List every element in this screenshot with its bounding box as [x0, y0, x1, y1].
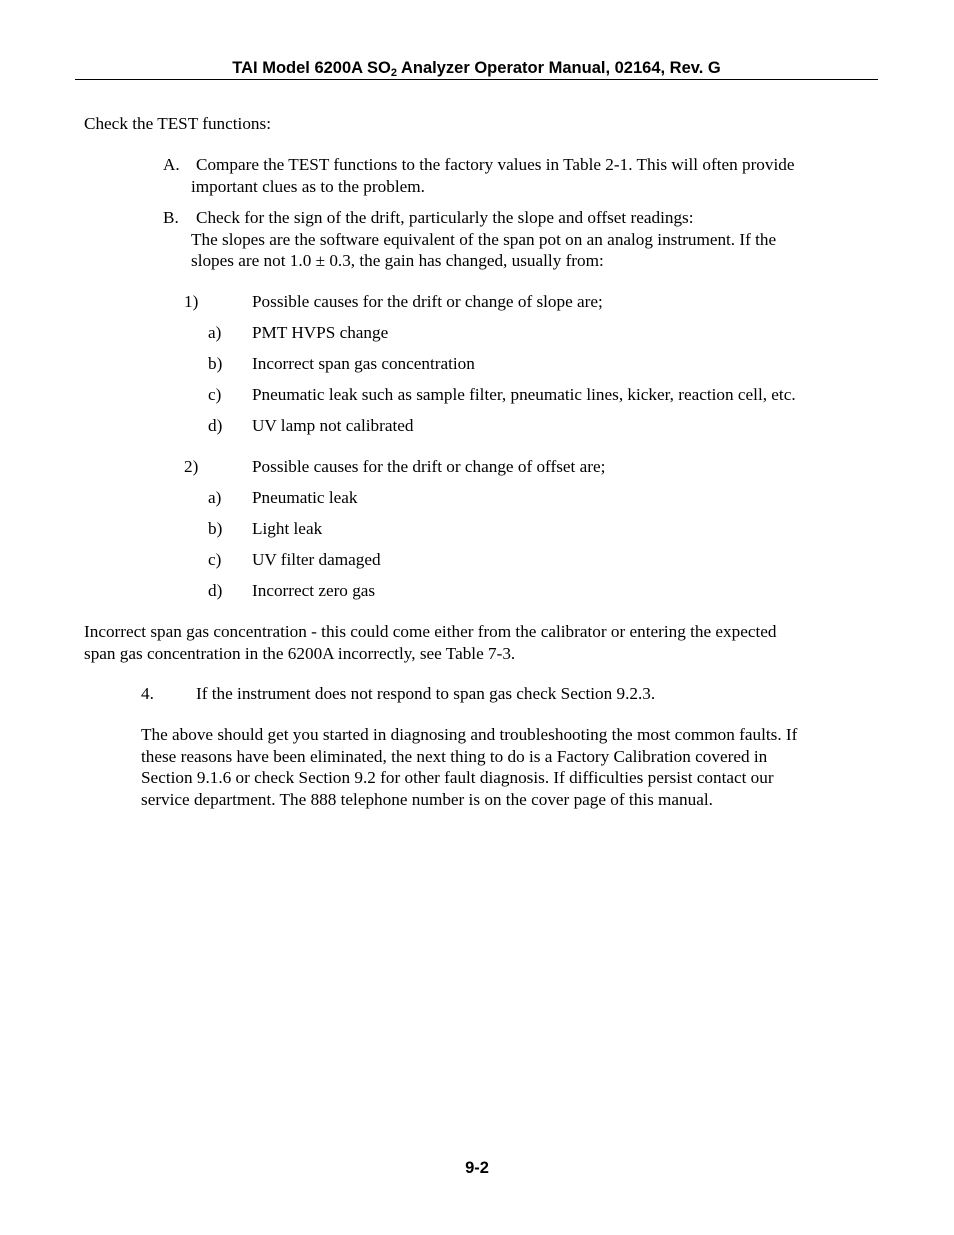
slope-sub-a-label: a): [208, 323, 222, 342]
offset-sub-d-label: d): [208, 581, 223, 600]
header-title-part2: Analyzer Operator Manual, 02164, Rev. G: [397, 59, 721, 77]
page-header: [75, 58, 878, 80]
slope-group-label: 1): [184, 292, 199, 311]
offset-group-label: 2): [184, 457, 199, 476]
closing-line4: service department. The 888 telephone number is on the cover page of this manual.: [141, 790, 713, 809]
span-note-line2: span gas concentration in the 6200A incorrectly, see Table 7-3.: [84, 644, 516, 663]
slope-sub-d-label: d): [208, 416, 223, 435]
offset-sub-c-label: c): [208, 550, 222, 569]
item-a-line2: important clues as to the problem.: [191, 177, 425, 196]
item-b-line2: The slopes are the software equivalent of the span pot on an analog instrument. If the: [191, 230, 777, 249]
slope-sub-d-text: UV lamp not calibrated: [252, 416, 414, 435]
offset-sub-c-text: UV filter damaged: [252, 550, 381, 569]
slope-sub-c-text: Pneumatic leak such as sample filter, pneumatic lines, kicker, reaction cell, etc.: [252, 385, 796, 404]
offset-sub-a-label: a): [208, 488, 222, 507]
offset-sub-a-text: Pneumatic leak: [252, 488, 358, 507]
item-a-line1: Compare the TEST functions to the factory values in Table 2-1. This will often provide: [196, 155, 795, 174]
header-title-subscript: 2: [390, 67, 398, 79]
closing-line2: these reasons have been eliminated, the next thing to do is a Factory Calibration covered in: [141, 747, 768, 766]
slope-sub-c-label: c): [208, 385, 222, 404]
span-note-line1: Incorrect span gas concentration - this could come either from the calibrator or entering the expected: [84, 622, 777, 641]
slope-sub-a-text: PMT HVPS change: [252, 323, 389, 342]
header-title-part1: TAI Model 6200A SO: [232, 59, 391, 77]
slope-sub-b-text: Incorrect span gas concentration: [252, 354, 475, 373]
offset-group-text: Possible causes for the drift or change of offset are;: [252, 457, 606, 476]
slope-group-text: Possible causes for the drift or change of slope are;: [252, 292, 603, 311]
item-b-label: B.: [163, 208, 179, 227]
intro-text: Check the TEST functions:: [84, 114, 271, 133]
closing-line3: Section 9.1.6 or check Section 9.2 for other fault diagnosis. If difficulties persist contact our: [141, 768, 774, 787]
closing-line1: The above should get you started in diagnosing and troubleshooting the most common faults. If: [141, 725, 798, 744]
slope-sub-b-label: b): [208, 354, 223, 373]
offset-sub-b-label: b): [208, 519, 223, 538]
item-b-line1: Check for the sign of the drift, particularly the slope and offset readings:: [196, 208, 694, 227]
item-b-line3: slopes are not 1.0 ± 0.3, the gain has changed, usually from:: [191, 251, 604, 270]
header-rule: [75, 79, 878, 80]
step-4-text: If the instrument does not respond to span gas check Section 9.2.3.: [196, 684, 656, 703]
step-4-label: 4.: [141, 684, 154, 703]
page-number: 9-2: [465, 1159, 489, 1177]
offset-sub-d-text: Incorrect zero gas: [252, 581, 376, 600]
item-a-label: A.: [163, 155, 180, 174]
offset-sub-b-text: Light leak: [252, 519, 323, 538]
